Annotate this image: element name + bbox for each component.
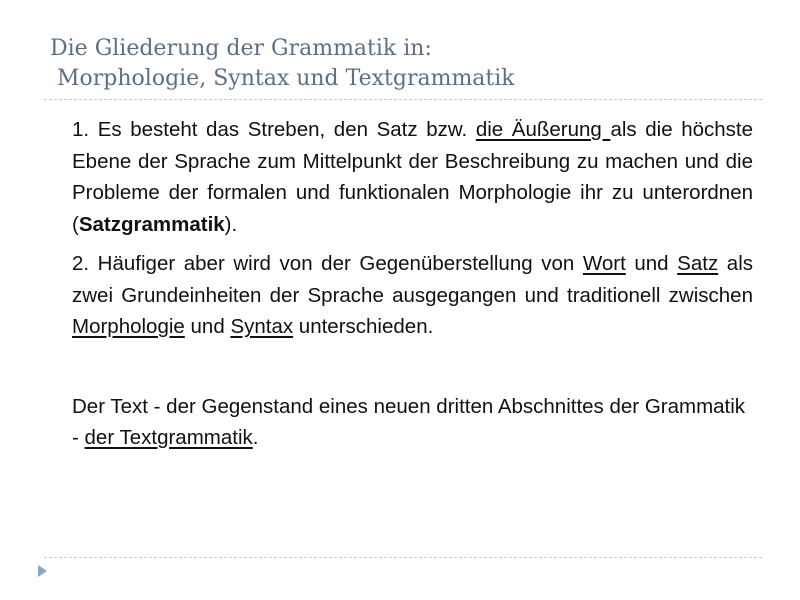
link-syntax[interactable]: Syntax bbox=[230, 315, 294, 338]
paragraph-2-intro: 2. Häufiger aber wird von der Gegenüberstellung von bbox=[72, 252, 583, 275]
paragraph-2-middle: als zwei Grundeinheiten der Sprache ausgegangen und traditionell zwischen bbox=[72, 252, 753, 307]
slide-body bbox=[72, 114, 753, 454]
slide-title-line2: Morphologie, Syntax und Textgrammatik bbox=[57, 66, 515, 91]
top-divider bbox=[44, 99, 762, 100]
bold-term-satzgrammatik: Satzgrammatik bbox=[78, 212, 225, 236]
paragraph-1-end: ). bbox=[224, 212, 238, 236]
slide-title bbox=[50, 34, 750, 94]
slide-title-line1: Die Gliederung der Grammatik in: bbox=[50, 36, 432, 61]
link-satz[interactable]: Satz bbox=[677, 252, 719, 275]
paragraph-3 bbox=[72, 391, 753, 454]
paragraph-3-end: . bbox=[252, 426, 259, 449]
paragraph-1-middle: als die höchste Ebene der Sprache zum Mittelpunkt der Beschreibung zu machen und die Probleme der formalen und funktionalen Morphologie ihr zu unterordnen ( bbox=[72, 118, 753, 236]
link-morphologie[interactable]: Morphologie bbox=[72, 315, 185, 338]
paragraph-2 bbox=[72, 248, 753, 343]
paragraph-3-intro: Der Text - der Gegenstand eines neuen dritten Abschnittes der Grammatik - bbox=[72, 394, 746, 449]
link-wort[interactable]: Wort bbox=[582, 252, 626, 275]
paragraph-2-und-2: und bbox=[184, 315, 231, 338]
paragraph-2-end: unterschieden. bbox=[293, 315, 434, 338]
paragraph-1 bbox=[72, 114, 753, 240]
paragraph-1-intro: 1. Es besteht das Streben, den Satz bzw. bbox=[72, 118, 476, 141]
paragraph-2-und-1: und bbox=[625, 252, 678, 275]
play-triangle-icon bbox=[38, 565, 47, 577]
link-der-textgrammatik[interactable]: der Textgrammatik bbox=[84, 426, 253, 449]
bottom-divider bbox=[44, 557, 762, 558]
link-die-aeusserung[interactable]: die Äußerung bbox=[475, 118, 611, 141]
